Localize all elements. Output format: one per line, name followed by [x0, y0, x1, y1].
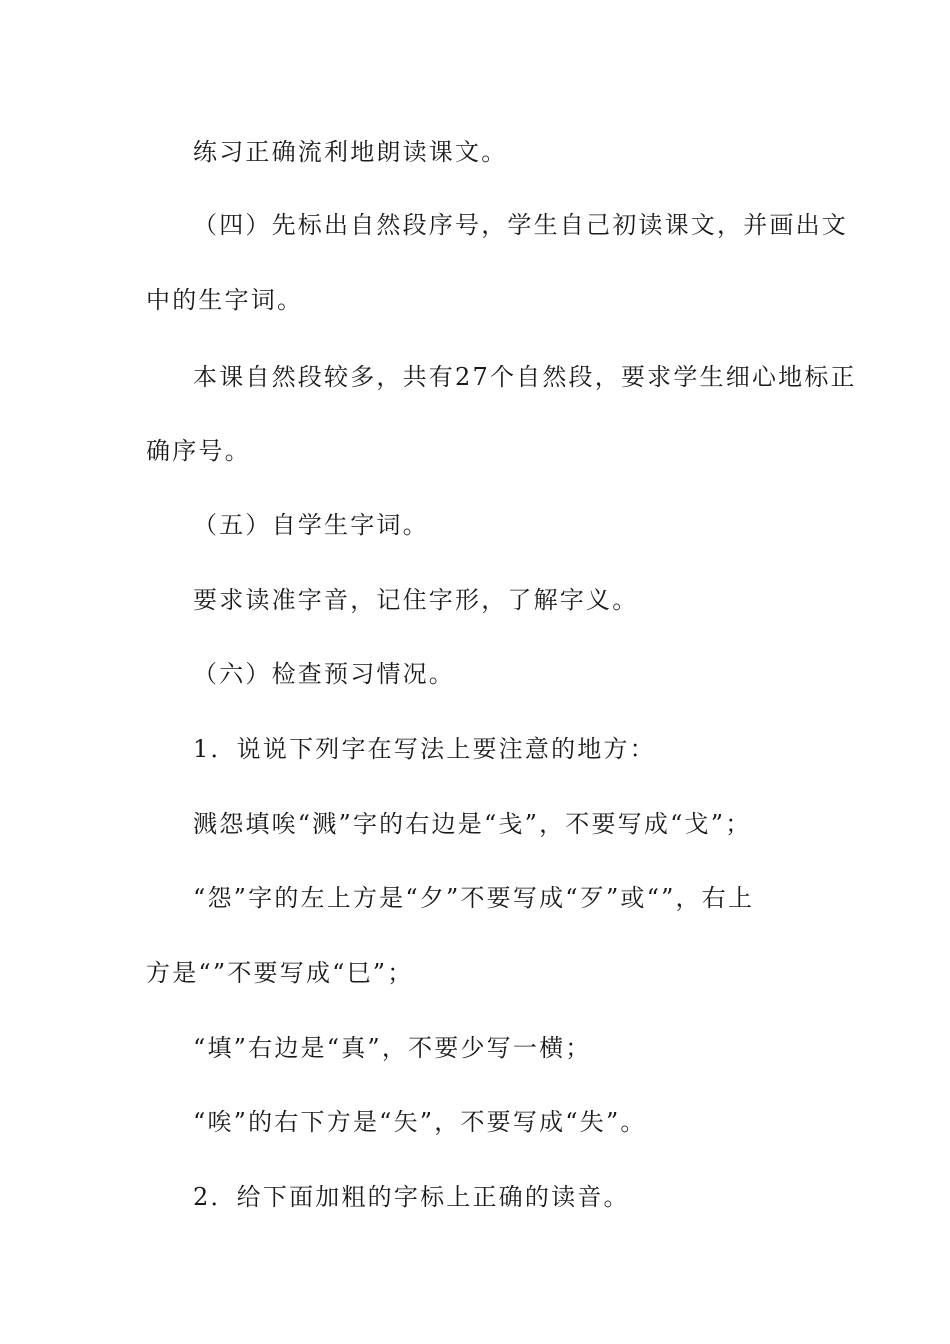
paragraph-line: （四）先标出自然段序号，学生自己初读课文，并画出文	[193, 211, 848, 239]
paragraph-line: 练习正确流利地朗读课文。	[193, 138, 508, 166]
paragraph-line: “唉”的右下方是“矢”，不要写成“失”。	[193, 1108, 647, 1136]
paragraph-line: 要求读准字音，记住字形，了解字义。	[193, 586, 639, 614]
paragraph-line: 确序号。	[146, 437, 251, 465]
paragraph-line: 方是“”不要写成“巳”；	[146, 959, 414, 987]
paragraph-line: 1．说说下列字在写法上要注意的地方：	[193, 735, 656, 763]
paragraph-line: （六）检查预习情况。	[193, 660, 455, 688]
paragraph-line: 溅怨填唉“溅”字的右边是“戋”，不要写成“戈”；	[193, 810, 752, 838]
paragraph-line: 中的生字词。	[146, 286, 304, 314]
paragraph-line: “怨”字的左上方是“夕”不要写成“歹”或“”，右上	[193, 884, 755, 912]
paragraph-line: 2．给下面加粗的字标上正确的读音。	[193, 1183, 630, 1211]
paragraph-line: （五）自学生字词。	[193, 511, 429, 539]
paragraph-line: “填”右边是“真”，不要少写一横；	[193, 1034, 592, 1062]
paragraph-line: 本课自然段较多，共有27个自然段，要求学生细心地标正	[193, 363, 857, 391]
